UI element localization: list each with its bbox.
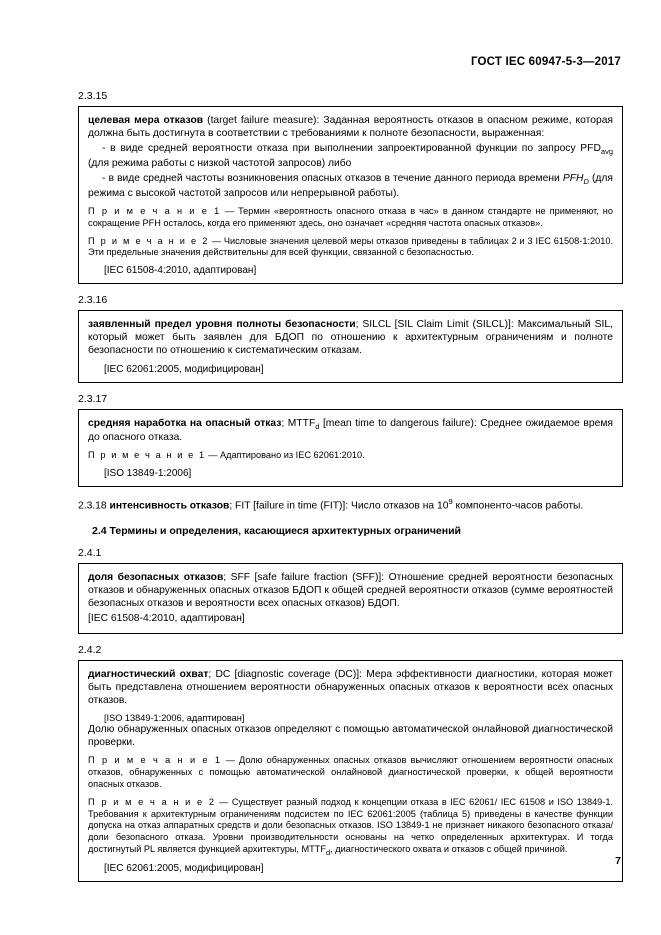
note-2-tail: , диагностического охвата и отказов с общей причиной. xyxy=(330,843,568,854)
clause-number-2-4-1: 2.4.1 xyxy=(78,546,102,559)
bullet-1-tail: (для режима работы с низкой частотой запросов) либо xyxy=(88,157,352,169)
note-1-text: — Термин «вероятность опасного отказа в час» в данном стандарте не применяют, но сокращение PFH осталось, когда его применяют здесь, оно означает «средняя частота опасных отказов». xyxy=(88,205,613,228)
term-label: доля безопасных отказов xyxy=(88,571,224,583)
note-2-text: — Числовые значения целевой меры отказов приведены в таблицах 2 и 3 IEC 61508-1:2010. Эти предельные значения действительны для всей функции, связанной с безопасностью. xyxy=(88,235,613,258)
clause-box-2-3-17 xyxy=(78,409,623,488)
page-header: ГОСТ IEC 60947-5-3—2017 xyxy=(470,56,621,68)
note-1 xyxy=(88,206,613,230)
note-1-label: П р и м е ч а н и е 1 xyxy=(88,205,221,216)
definition-paragraph-2: Долю обнаруженных опасных отказов определяют с помощью автоматической онлайновой диагностической проверки. xyxy=(88,724,613,749)
note-2-text: — Существует разный подход к концепции отказа в IEC 62061/ IEC 61508 и ISO 13849-1. Требования к архитектурным ограничениям подсистем по IEC 62061:2005 (таблица 5) приведены в качестве функции допуска на отказ аппаратных средств и доли безопасных отказов. ISO 13849-1 не признает никакого безопасного отказа/доли безопасного отказа. Уровни производительности основаны на четко определенных архитектурах. И тогда достигнутый PL является функцией архитектуры, MTTF xyxy=(88,796,614,854)
source-reference: [IEC 61508-4:2010, адаптирован] xyxy=(88,613,245,625)
clause-definition xyxy=(88,417,613,445)
source-reference: [IEC 62061:2005, модифицирован] xyxy=(104,863,264,875)
section-heading-2-4 xyxy=(92,525,621,537)
term-label: заявленный предел уровня полноты безопасности xyxy=(88,319,356,331)
note-1-label: П р и м е ч а н и е 1 xyxy=(88,450,206,461)
pfh-italic: PFH xyxy=(562,173,584,185)
term-label: средняя наработка на опасный отказ xyxy=(88,417,282,429)
clause-number-2-3-17: 2.3.17 xyxy=(78,392,108,405)
definition-text: (target failure measure): Заданная вероятность отказов в опасном режиме, которая должна быть достигнута в соответствии с требованиями к полноте безопасности, выраженная: xyxy=(88,115,613,140)
clause-2-3-18 xyxy=(78,497,623,513)
note-2 xyxy=(88,236,613,260)
source-reference: [IEC 61508-4:2010, адаптирован] xyxy=(104,265,257,277)
term-label: диагностический охват xyxy=(88,668,209,680)
clause-box-2-3-15 xyxy=(78,106,623,284)
definition-text-2: компоненто-часов работы. xyxy=(452,500,584,512)
pfd-subscript: avg xyxy=(600,147,613,157)
bullet-2-text: - в виде средней частоты возникновения опасных отказов в течение данного периода времени xyxy=(102,173,563,185)
clause-box-2-4-1 xyxy=(78,563,623,634)
clause-number-2-3-16: 2.3.16 xyxy=(78,294,108,307)
note-1 xyxy=(88,755,613,790)
bullet-2-tail: (для режима с высокой частотой запросов или непрерывной работы). xyxy=(88,173,613,199)
clause-box-2-4-2 xyxy=(78,660,623,883)
definition-text: ; FIT [failure in time (FIT)]: Число отказов на 10 xyxy=(229,500,449,512)
note-2 xyxy=(88,797,613,857)
note-1 xyxy=(88,450,613,462)
clause-number-2-3-15: 2.3.15 xyxy=(78,90,108,102)
source-reference: [IEC 62061:2005, модифицирован] xyxy=(104,363,264,375)
clause-number-2-4-2: 2.4.2 xyxy=(78,643,102,656)
definition-bullet-2 xyxy=(88,172,613,200)
term-label: интенсивность отказов xyxy=(109,500,230,512)
definition-bullet-1 xyxy=(88,142,613,170)
section-title: Термины и определения, касающиеся архитектурных ограничений xyxy=(109,524,462,537)
clause-definition xyxy=(88,668,613,708)
source-reference-inline: [ISO 13849-1:2006, адаптирован] xyxy=(104,713,245,724)
term-label: целевая мера отказов xyxy=(88,115,204,126)
mttf-subscript: d xyxy=(315,421,320,431)
note-2-label: П р и м е ч а н и е 2 xyxy=(88,235,209,246)
pfh-subscript: D xyxy=(583,177,589,187)
definition-text: ; SILCL [SIL Claim Limit (SILCL)]: Максимальный SIL, который может быть заявлен для БДОП по отношению к архитектурным ограничениям и полноте безопасности по отношению к систематическим отказам. xyxy=(88,319,613,357)
bullet-1-text: - в виде средней вероятности отказа при выполнении запроектированной функции по запросу PFD xyxy=(102,143,601,155)
definition-text: ; MTTF xyxy=(281,417,316,429)
note-2-label: П р и м е ч а н и е 2 xyxy=(88,796,216,807)
note-1-text: — Адаптировано из IEC 62061:2010. xyxy=(205,450,365,461)
clause-definition xyxy=(88,114,613,140)
clause-box-2-3-16 xyxy=(78,310,623,383)
clause-definition xyxy=(88,571,613,611)
definition-text: ; SFF [safe failure fraction (SFF)]: Отношение средней вероятности безопасных отказов и обнаруженных опасных отказов БДОП к общей средней вероятности отказов (сумме вероятностей безопасных отказов и вероятности всех опасных отказов) БДОП. xyxy=(88,571,613,610)
exponent: 9 xyxy=(448,497,453,507)
page-number: 7 xyxy=(615,855,621,867)
clause-definition xyxy=(88,318,613,358)
clause-number: 2.3.18 xyxy=(78,500,110,512)
definition-text-2: [mean time to dangerous failure): Среднее ожидаемое время до опасного отказа. xyxy=(88,417,613,444)
mttf-subscript: d xyxy=(326,847,331,857)
section-number: 2.4 xyxy=(92,524,110,537)
note-1-label: П р и м е ч а н и е 1 xyxy=(88,755,222,766)
definition-text: ; DC [diagnostic coverage (DC)]: Мера эффективности диагностики, которая может быть представлена отношением вероятности обнаруженных опасных отказов к вероятности всех опасных отказов. xyxy=(88,668,613,706)
note-1-text: — Долю обнаруженных опасных отказов вычисляют отношением вероятности опасных отказов, обнаруженных с помощью автоматической онлайновой диагностической проверки, к общей вероятности опасных отказов. xyxy=(88,755,613,789)
source-reference: [ISO 13849-1:2006] xyxy=(104,468,192,480)
